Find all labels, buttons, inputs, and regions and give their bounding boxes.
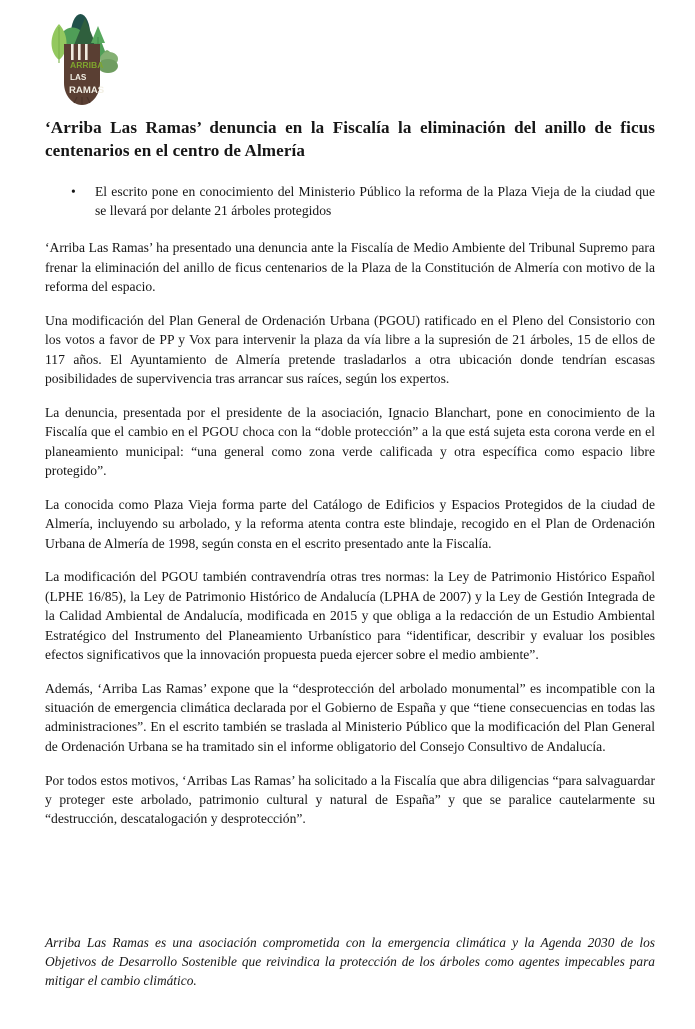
- logo-text-arriba: ARRIBA: [70, 60, 104, 70]
- summary-bullet-list: [45, 182, 655, 221]
- paragraph-7: Por todos estos motivos, ‘Arribas Las Ramas’ ha solicitado a la Fiscalía que abra diligencias “para salvaguardar y proteger este arbolado, patrimonio cultural y natural de España” y que se paralice cautelarmente su “destrucción, descatalogación y desprotección”.: [45, 772, 655, 827]
- paragraph-5: La modificación del PGOU también contravendría otras tres normas: la Ley de Patrimonio Histórico Español (LPHE 16/85), la Ley de Patrimonio Histórico de Andalucía (LPHA de 2007) y la Ley de Gestión Integrada de la Calidad Ambiental de Andalucía, modificada en 2015 y que obliga a la redacción de un Estudio Ambiental Estratégico del Instrumento del Planeamiento Urbanístico para “identificar, describir y evaluar los posibles efectos significativos que la innovación propuesta pueda ejercer sobre el medio ambiente”.: [45, 569, 655, 662]
- arriba-las-ramas-logo-icon: [44, 11, 122, 107]
- document-body: [45, 116, 655, 843]
- logo-text-ramas: RAMAS: [69, 85, 105, 96]
- paragraph-6: Además, ‘Arriba Las Ramas’ expone que la “desprotección del arbolado monumental” es incompatible con la situación de emergencia climática declarada por el Gobierno de España y que “tiene consecuencias en todas las administraciones”. En el escrito también se traslada al Ministerio Público que la modificación del Plan General de Ordenación Urbana se ha tramitado sin el informe obligatorio del Consejo Consultivo de Andalucía.: [45, 680, 655, 754]
- organization-logo: [44, 11, 122, 107]
- footer-note: Arriba Las Ramas es una asociación comprometida con la emergencia climática y la Agenda 2030 de los Objetivos de Desarrollo Sostenible que reivindica la protección de los árboles como agentes impecables para mitigar el cambio climático.: [45, 935, 655, 989]
- logo-text-las: LAS: [70, 73, 87, 82]
- paragraph-1: ‘Arriba Las Ramas’ ha presentado una denuncia ante la Fiscalía de Medio Ambiente del Tribunal Supremo para frenar la eliminación del anillo de ficus centenarios de la Plaza de la Constitución de Almería con motivo de la reforma del espacio.: [45, 240, 655, 295]
- paragraph-4: La conocida como Plaza Vieja forma parte del Catálogo de Edificios y Espacios Protegidos de la ciudad de Almería, incluyendo su arbolado, y la reforma atenta contra este blindaje, recogido en el Plan de Ordenación Urbana de Almería de 1998, según consta en el escrito presentado ante la Fiscalía.: [45, 496, 655, 551]
- trunk-2-icon: [78, 44, 81, 60]
- trunk-3-icon: [85, 44, 88, 60]
- list-item: [45, 182, 655, 221]
- bullet-marker-icon: •: [71, 183, 76, 199]
- paragraph-3: La denuncia, presentada por el presidente de la asociación, Ignacio Blanchart, pone en conocimiento de la Fiscalía que el cambio en el PGOU choca con la “doble protección” a la que está sujeta esta corona verde en el planeamiento municipal: “una general como zona verde calificada y otra específica como espacio libre protegido”.: [45, 404, 655, 478]
- footer-note-container: [45, 933, 655, 990]
- page-title: ‘Arriba Las Ramas’ denuncia en la Fiscalía la eliminación del anillo de ficus centenarios en el centro de Almería: [45, 118, 655, 161]
- trunk-1-icon: [71, 44, 74, 60]
- list-item-text: El escrito pone en conocimiento del Ministerio Público la reforma de la Plaza Vieja de la ciudad que se llevará por delante 21 árboles protegidos: [95, 183, 655, 219]
- paragraph-2: Una modificación del Plan General de Ordenación Urbana (PGOU) ratificado en el Pleno del Consistorio con los votos a favor de PP y Vox para intervenir la plaza da vía libre a la supresión de 21 árboles, 15 de ellos de 117 años. El Ayuntamiento de Almería pretende trasladarlos a otra ubicación donde tendrían escasas posibilidades de supervivencia tras arrancar sus raíces, según los expertos.: [45, 312, 655, 387]
